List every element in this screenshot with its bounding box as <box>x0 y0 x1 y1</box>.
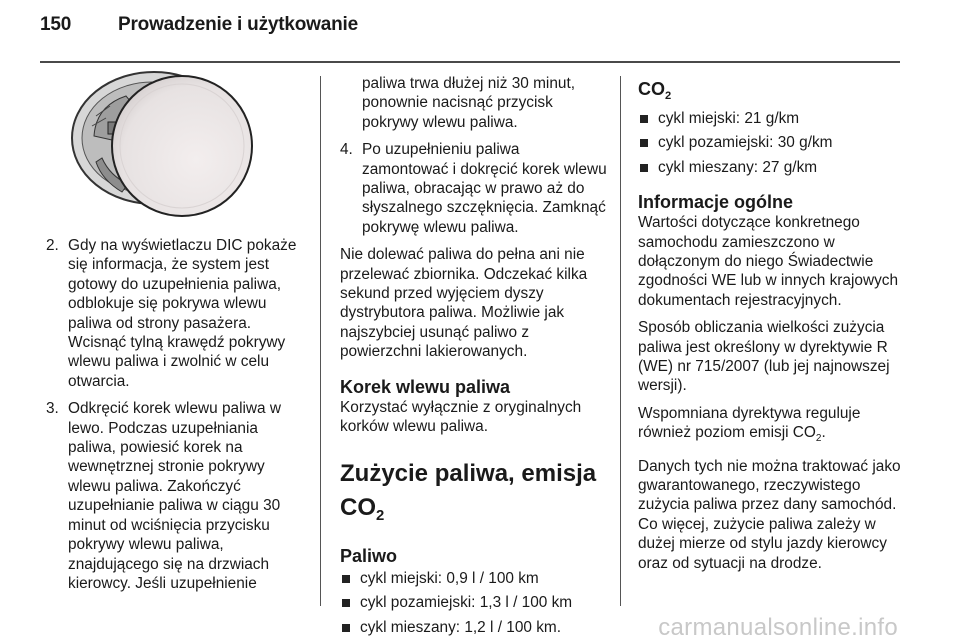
step-text: Po uzupełnieniu paliwa zamontować i dokręcić korek wlewu paliwa, obracając w prawo aż do słyszalnego szczęknięcia. Zamknąć pokrywę wlewu paliwa. <box>362 141 607 236</box>
co2-subscript: 2 <box>815 433 822 445</box>
list-item: cykl pozamiejski: 1,3 l / 100 km <box>340 593 608 612</box>
step-number: 4. <box>340 141 353 159</box>
list-item-step-4 <box>340 140 608 237</box>
main-heading-consumption <box>340 457 608 533</box>
list-item-step-2 <box>46 236 308 391</box>
heading-fuel-cap: Korek wlewu paliwa <box>340 376 511 397</box>
list-item: cykl mieszany: 1,2 l / 100 km. <box>340 618 608 637</box>
column-divider-1 <box>320 76 321 606</box>
paragraph-refuel-note: Nie dolewać paliwa do pełna ani nie przelewać zbiornika. Odczekać kilka sekund przed wyjęciem dyszy dystrybutora paliwa. Możliwie jak najszybciej usunąć paliwo z powierzchni lakierowanych. <box>340 246 588 361</box>
main-heading-co: CO <box>340 493 376 521</box>
main-heading-subscript: 2 <box>376 507 385 524</box>
list-item: cykl pozamiejski: 30 g/km <box>638 133 906 152</box>
header-rule <box>40 61 900 63</box>
section-title: Prowadzenie i użytkowanie <box>118 14 358 35</box>
fuel-door-illustration <box>66 66 266 226</box>
step-number: 2. <box>46 237 59 254</box>
paragraph-general-4: Danych tych nie można traktować jako gwarantowanego, rzeczywistego zużycia paliwa przez dany samochód. Co więcej, zużycie paliwa zależy w dużej mierze od stylu jazdy kierowcy oraz od sytuacji na drodze. <box>638 457 901 572</box>
step-text: Odkręcić korek wlewu paliwa w lewo. Podczas uzupełniania paliwa, powiesić korek na wewnętrznej stronie pokrywy wlewu paliwa. Zakończyć uzupełnianie paliwa w ciągu 30 minut od wciśnięcia przycisku pokrywy wlewu paliwa, znajdującego się na drzwiach kierowcy. Jeśli uzupełnienie <box>68 400 281 592</box>
column-3 <box>638 74 906 581</box>
paragraph-period: . <box>821 424 826 442</box>
column-divider-2 <box>620 76 621 606</box>
paragraph-text: Wspomniana dyrektywa reguluje również poziom emisji CO <box>638 404 861 442</box>
paragraph-general-3 <box>638 404 906 449</box>
steps-list-col2 <box>340 140 608 237</box>
list-item: cykl miejski: 0,9 l / 100 km <box>340 569 608 588</box>
paragraph-fuel-cap: Korzystać wyłącznie z oryginalnych korków wlewu paliwa. <box>340 398 582 436</box>
main-heading-text: Zużycie paliwa, emisja <box>340 459 597 487</box>
heading-co2-subscript: 2 <box>665 89 672 102</box>
heading-fuel: Paliwo <box>340 545 398 566</box>
step-3-continued: paliwa trwa dłużej niż 30 minut, ponownie nacisnąć przycisk pokrywy wlewu paliwa. <box>362 75 576 131</box>
watermark: carmanualsonline.info <box>658 614 898 641</box>
list-item-step-3 <box>46 399 308 593</box>
heading-general-info: Informacje ogólne <box>638 192 794 213</box>
fuel-door-cover <box>112 76 252 216</box>
paragraph-general-1: Wartości dotyczące konkretnego samochodu zamieszczono w dołączonym do niego Świadectwie zgodności WE lub w innych krajowych dokumentach rejestracyjnych. <box>638 214 899 309</box>
co2-emission-list <box>638 109 906 177</box>
heading-co2-text: CO <box>638 79 665 99</box>
list-item: cykl mieszany: 27 g/km <box>638 158 906 177</box>
fuel-consumption-list <box>340 569 608 637</box>
column-2 <box>340 74 608 642</box>
heading-co2 <box>638 78 906 107</box>
list-item: cykl miejski: 21 g/km <box>638 109 906 128</box>
column-1 <box>46 236 308 601</box>
page-number: 150 <box>40 14 72 35</box>
step-text: Gdy na wyświetlaczu DIC pokaże się informacja, że system jest gotowy do uzupełnienia paliwa, odblokuje się pokrywa wlewu paliwa od strony pasażera. Wcisnąć tylną krawędź pokrywy wlewu paliwa i zwolnić w celu otwarcia. <box>68 237 297 390</box>
steps-list-col1 <box>46 236 308 593</box>
paragraph-general-2: Sposób obliczania wielkości zużycia paliwa jest określony w dyrektywie R (WE) nr 715/2007 (lub jej najnowszej wersji). <box>638 319 890 395</box>
step-number: 3. <box>46 400 59 418</box>
page-header <box>40 14 358 44</box>
